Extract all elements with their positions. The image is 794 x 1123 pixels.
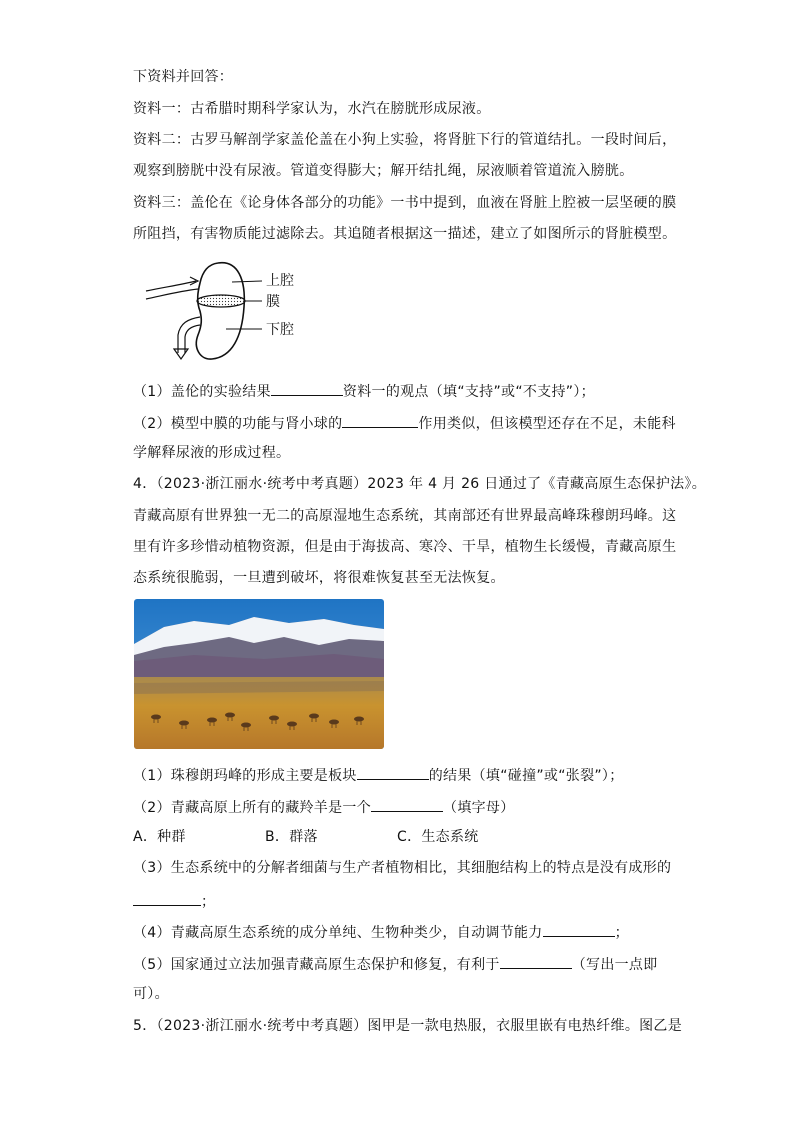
question-2-prefix: （2）模型中膜的功能与肾小球的 xyxy=(133,416,343,432)
sub-question-2-suffix: （填字母） xyxy=(443,800,515,816)
plateau-photo-svg xyxy=(134,599,384,749)
material-two: 资料二：古罗马解剖学家盖伦盖在小狗上实验，将肾脏下行的管道结扎。一段时间后， xyxy=(133,132,677,148)
membrane-label: 膜 xyxy=(266,294,280,310)
material-three-cont: 所阻挡，有害物质能过滤除去。其追随者根据这一描述，建立了如图所示的肾脏模型。 xyxy=(133,226,677,242)
sub-question-3-end: ； xyxy=(201,894,216,910)
option-a[interactable]: A．种群 xyxy=(133,829,186,845)
problem-4-text: 态系统很脆弱，一旦遭到破坏，将很难恢复甚至无法恢复。 xyxy=(133,570,505,586)
sub-question-3: （3）生态系统中的分解者细菌与生产者植物相比，其细胞结构上的特点是没有成形的 xyxy=(133,860,672,876)
problem-5-heading: 5．（2023·浙江丽水·统考中考真题）图甲是一款电热服，衣服里嵌有电热纤维。图乙是 xyxy=(133,1018,683,1034)
sub-question-1 xyxy=(133,764,624,786)
material-two-cont: 观察到膀胱中没有尿液。管道变得膨大；解开结扎绳，尿液顺着管道流入膀胱。 xyxy=(133,163,634,179)
question-1-prefix: （1）盖伦的实验结果 xyxy=(133,384,271,400)
sub-question-5-prefix: （5）国家通过立法加强青藏高原生态保护和修复，有利于 xyxy=(133,957,500,973)
sub-question-2 xyxy=(133,796,515,818)
choice-options xyxy=(133,827,479,847)
sub-question-1-suffix: 的结果（填“碰撞”或“张裂”）； xyxy=(428,768,624,784)
problem-4-text: 青藏高原有世界独一无二的高原湿地生态系统，其南部还有世界最高峰珠穆朗玛峰。这 xyxy=(133,508,677,524)
option-b[interactable]: B．群落 xyxy=(265,829,318,845)
material-three: 资料三：盖伦在《论身体各部分的功能》一书中提到，血液在肾脏上腔被一层坚硬的膜 xyxy=(133,195,677,211)
question-2 xyxy=(133,412,676,434)
sub-question-5-suffix: （写出一点即 xyxy=(571,957,658,973)
sub-question-3-cont xyxy=(133,890,215,912)
sub-question-5-cont: 可）。 xyxy=(133,986,169,1002)
problem-4-heading: 4．（2023·浙江丽水·统考中考真题）2023 年 4 月 26 日通过了《青藏高原生态保护法》。 xyxy=(133,476,707,492)
sub-question-5 xyxy=(133,953,658,975)
upper-cavity-label: 上腔 xyxy=(266,273,294,289)
answer-blank[interactable] xyxy=(543,921,615,937)
question-1 xyxy=(133,380,595,402)
sub-question-1-prefix: （1）珠穆朗玛峰的形成主要是板块 xyxy=(133,768,357,784)
answer-blank[interactable] xyxy=(271,380,343,396)
sub-question-2-prefix: （2）青藏高原上所有的藏羚羊是一个 xyxy=(133,800,372,816)
answer-blank[interactable] xyxy=(342,412,418,428)
question-2-cont: 学解释尿液的形成过程。 xyxy=(133,445,291,461)
material-one: 资料一：古希腊时期科学家认为，水汽在膀胱形成尿液。 xyxy=(133,101,491,117)
problem-4-text: 里有许多珍惜动植物资源，但是由于海拔高、寒冷、干旱，植物生长缓慢，青藏高原生 xyxy=(133,539,677,555)
sub-question-4-end: ； xyxy=(614,925,629,941)
sub-question-4 xyxy=(133,921,629,943)
text-line: 下资料并回答： xyxy=(133,69,234,85)
question-2-suffix: 作用类似，但该模型还存在不足，未能科 xyxy=(418,416,676,432)
lower-cavity-label: 下腔 xyxy=(266,322,294,338)
answer-blank[interactable] xyxy=(371,796,443,812)
tibetan-plateau-photo xyxy=(134,599,384,749)
kidney-model-diagram xyxy=(140,255,310,365)
answer-blank[interactable] xyxy=(133,890,201,906)
answer-blank[interactable] xyxy=(500,953,572,969)
answer-blank[interactable] xyxy=(357,764,429,780)
option-c[interactable]: C．生态系统 xyxy=(397,829,479,845)
sub-question-4-prefix: （4）青藏高原生态系统的成分单纯、生物种类少，自动调节能力 xyxy=(133,925,543,941)
question-1-suffix: 资料一的观点（填“支持”或“不支持”）； xyxy=(342,384,595,400)
